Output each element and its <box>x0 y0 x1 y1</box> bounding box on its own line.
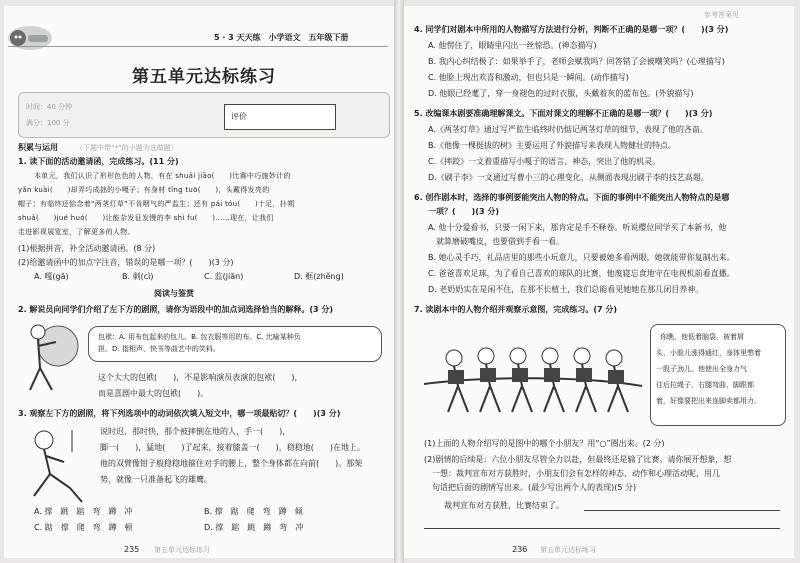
question-3-line: 他的双臂像钳子般稳稳地箍住对手的腰上，整个身体都在向前( )。那架 <box>100 459 363 468</box>
option-c: C. 监(jiān) <box>204 272 244 281</box>
question-3-line: 势，就像一只准备起飞的雄鹰。 <box>100 475 212 484</box>
answer-prompt: 裁判宣布对方获胜，比赛结束了。 <box>444 501 564 510</box>
option-d: D.《刷子李》一文通过写曹小三的心理变化，从侧面表现出刷子李的技艺高超。 <box>428 173 709 182</box>
question-7-part-2-cont: 句话把后面的剧情写出来。(最少写出两个人的表现)(5 分) <box>432 483 637 492</box>
option-c: C. 他脸上现出欢喜和激动，但也只是一瞬间。(动作描写) <box>428 73 629 82</box>
left-header: 5 · 3 天天练 小学语文 五年级下册 <box>214 33 349 42</box>
page-number: 235 <box>124 545 140 554</box>
option-d: D. 老奶奶实在是闲不住，在那不长植土，我们总能看见她她在那几闭目养神。 <box>428 285 704 294</box>
description-line: 你瞧，他低着脑袋，被着屑 <box>660 333 744 341</box>
option-a: A. 他十分爱看书，只要一闲下来，那肯定是手不释卷。听说樱位同学买了本新书，他 <box>428 223 727 232</box>
right-header: 参考答案见 <box>704 11 739 19</box>
option-d: D. 撑 踮 跳 蹲 弯 冲 <box>204 523 304 532</box>
option-c: C. 踮 撑 爬 弯 蹲 顿 <box>34 523 133 532</box>
page-footer: 第五单元达标练习 <box>154 546 210 554</box>
section-heading-2: 阅读与鉴赏 <box>154 289 194 298</box>
evaluation-box <box>224 104 336 130</box>
question-7-part-1: (1)上面的人物介绍写的是图中的哪个小朋友？用“○”圈出来。(2 分) <box>424 439 665 448</box>
question-3-line: 脚一( )，猛地( )了起来，接着膝盖一( )，稳稳地( )在地上。 <box>100 443 365 452</box>
question-6-heading-cont: 一项？( )(3 分) <box>428 207 499 216</box>
header-rule <box>8 46 388 47</box>
option-b: B. 刺(cì) <box>122 272 154 281</box>
question-3-line: 说时迟，那时快，那个被摔倒在地的人，手一( )， <box>100 427 291 436</box>
question-1-part-2: (2)给邀请函中的加点字注音，错误的是哪一项？( )(3 分) <box>18 258 234 267</box>
question-6-heading: 6. 创作剧本时，选择的事例要能突出人物的特点。下面的事例中不能突出人物特点的是哪 <box>414 193 730 202</box>
definition-line: 担。D. 指相声、快书等曲艺中的笑料。 <box>98 345 220 353</box>
question-1-part-1: (1)根据拼音，补全活动邀请函。(8 分) <box>18 244 156 253</box>
description-line: 着，好像要把出来连脚卖都用力。 <box>656 397 761 405</box>
definition-line: 包袱：A. 用布包起来的包儿。B. 包衣服等用的布。C. 比喻某种负 <box>98 333 301 341</box>
question-1-line: yǎn kuài( )却弄巧成拙的小嘎子；有身材 tǐng tuō( )，头戴得发亮的 <box>18 186 270 194</box>
score-info: 满分：100 分 <box>26 119 70 127</box>
option-b: B. 我内心纠结极了：如果举手了，老师会赋我吗？回答错了会被嘲笑吗？(心理描写) <box>428 57 725 66</box>
option-d: D. 框(zhěng) <box>294 272 344 281</box>
question-1-line: 帽子；有临终还惦念着“两茎灯草”不肯咽气的严监生；还有 pái tóu( )十足，扑朔 <box>18 200 295 208</box>
option-b: B. 她心灵手巧，礼品店里的那些小玩意儿，只要被她多看两眼，她就能带你复制出来。 <box>428 253 735 262</box>
description-line: 一股子劲儿。他使出全身力气 <box>656 365 747 373</box>
question-7-part-2: (2)剧情的后续是：六位小朋友尽管全力以赴，但最终还是输了比赛。请你展开想象，想 <box>424 455 732 464</box>
question-1-line: 走进影视展览室，了解更多的人物。 <box>18 228 135 236</box>
option-a: A. 他愣住了，眼睛里闪出一丝惊恐。(神态描写) <box>428 41 597 50</box>
right-page <box>404 6 794 558</box>
description-line: 往后拉绳子，右腿弯曲，脚跟都 <box>656 381 754 389</box>
book-gutter <box>394 0 404 563</box>
option-a-cont: 就算磨破嘴皮，也要借到手看一看。 <box>428 237 564 246</box>
question-1-line: shuǎ( )jué huó( )让能杂发征发慢的李 shì fu( )……现在，让我们 <box>18 214 274 222</box>
option-b: B. 撑 踮 爬 弯 蹲 倾 <box>204 507 303 516</box>
question-2-line: 而是喜剧中最大的包袱( )。 <box>98 389 209 398</box>
answer-line[interactable] <box>424 528 780 529</box>
description-line: 头，小脸儿涨得通红，身体里憋着 <box>656 349 761 357</box>
option-a: A. 嘎(gā) <box>34 272 69 281</box>
option-d: D. 他眼已经耄了，穿一身褪色的过时衣服，头戴着灰的蓝布包。(外貌描写) <box>428 89 694 98</box>
page-title: 第五单元达标练习 <box>132 67 276 87</box>
left-page <box>4 6 394 558</box>
evaluation-label: 评价 <box>231 112 247 121</box>
question-2-heading: 2. 解说员向同学们介绍了左下方的剧照，请你为语段中的加点词选择恰当的解释。(3 分) <box>18 305 334 314</box>
option-c: C. 爸爸喜欢足球，为了看自己喜欢的球队的比赛，他废寝忘食地守在电视机前看直播。 <box>428 269 735 278</box>
question-5-heading: 5. 改编课本剧要准确理解课文。下面对课文的理解不正确的是哪一项？( )(3 分) <box>414 109 713 118</box>
time-info: 时间：40 分钟 <box>26 103 73 111</box>
section-note: （下题中带“*”的小题为选做题） <box>76 144 178 152</box>
option-a: A.《两茎灯草》通过写严监生临终时仍惦记两茎灯草的细节，表现了他的吝啬。 <box>428 125 708 134</box>
section-heading-1: 积累与运用 <box>18 143 58 152</box>
option-c: C.《摔跤》一文着重描写小嘎子的语言、神态，突出了他的机灵。 <box>428 157 661 166</box>
option-a: A. 撑 跳 踮 弯 蹲 冲 <box>34 507 133 516</box>
question-2-line: 这个大大的包袱( )，不是影响演员表演的包袱( )， <box>98 373 303 382</box>
option-b: B.《他像一棵挺拔的树》主要运用了外貌描写来表现人物健壮的特点。 <box>428 141 677 150</box>
question-3-heading: 3. 观察左下方的剧照，将下列选项中的动词依次填入短文中，哪一项最贴切？( )(3 分) <box>18 409 341 418</box>
question-4-heading: 4. 同学们对剧本中所用的人物描写方法进行分析，判断不正确的是哪一项？( )(3 分) <box>414 25 729 34</box>
answer-line[interactable] <box>584 510 780 511</box>
question-1-line: 本单元，我们认识了形形色色的人物，有在 shuāi jiāo( )比赛中巧施妙计的 <box>34 172 291 180</box>
wrestler-carrying-ball-illustration <box>20 318 80 394</box>
question-7-heading: 7. 读剧本中的人物介绍并观察示意图，完成练习。(7 分) <box>414 305 618 314</box>
question-7-part-2-cont: 一想：裁判宣布对方获胜时，小朋友们会有怎样的神态、动作和心理活动呢，用几 <box>432 469 720 478</box>
tug-of-war-illustration <box>424 336 644 426</box>
page-number: 236 <box>512 545 528 554</box>
wrestler-crouching-illustration <box>20 422 90 506</box>
question-1-heading: 1. 读下面的活动邀请函，完成练习。(11 分) <box>18 157 179 166</box>
page-footer: 第五单元达标练习 <box>540 546 596 554</box>
